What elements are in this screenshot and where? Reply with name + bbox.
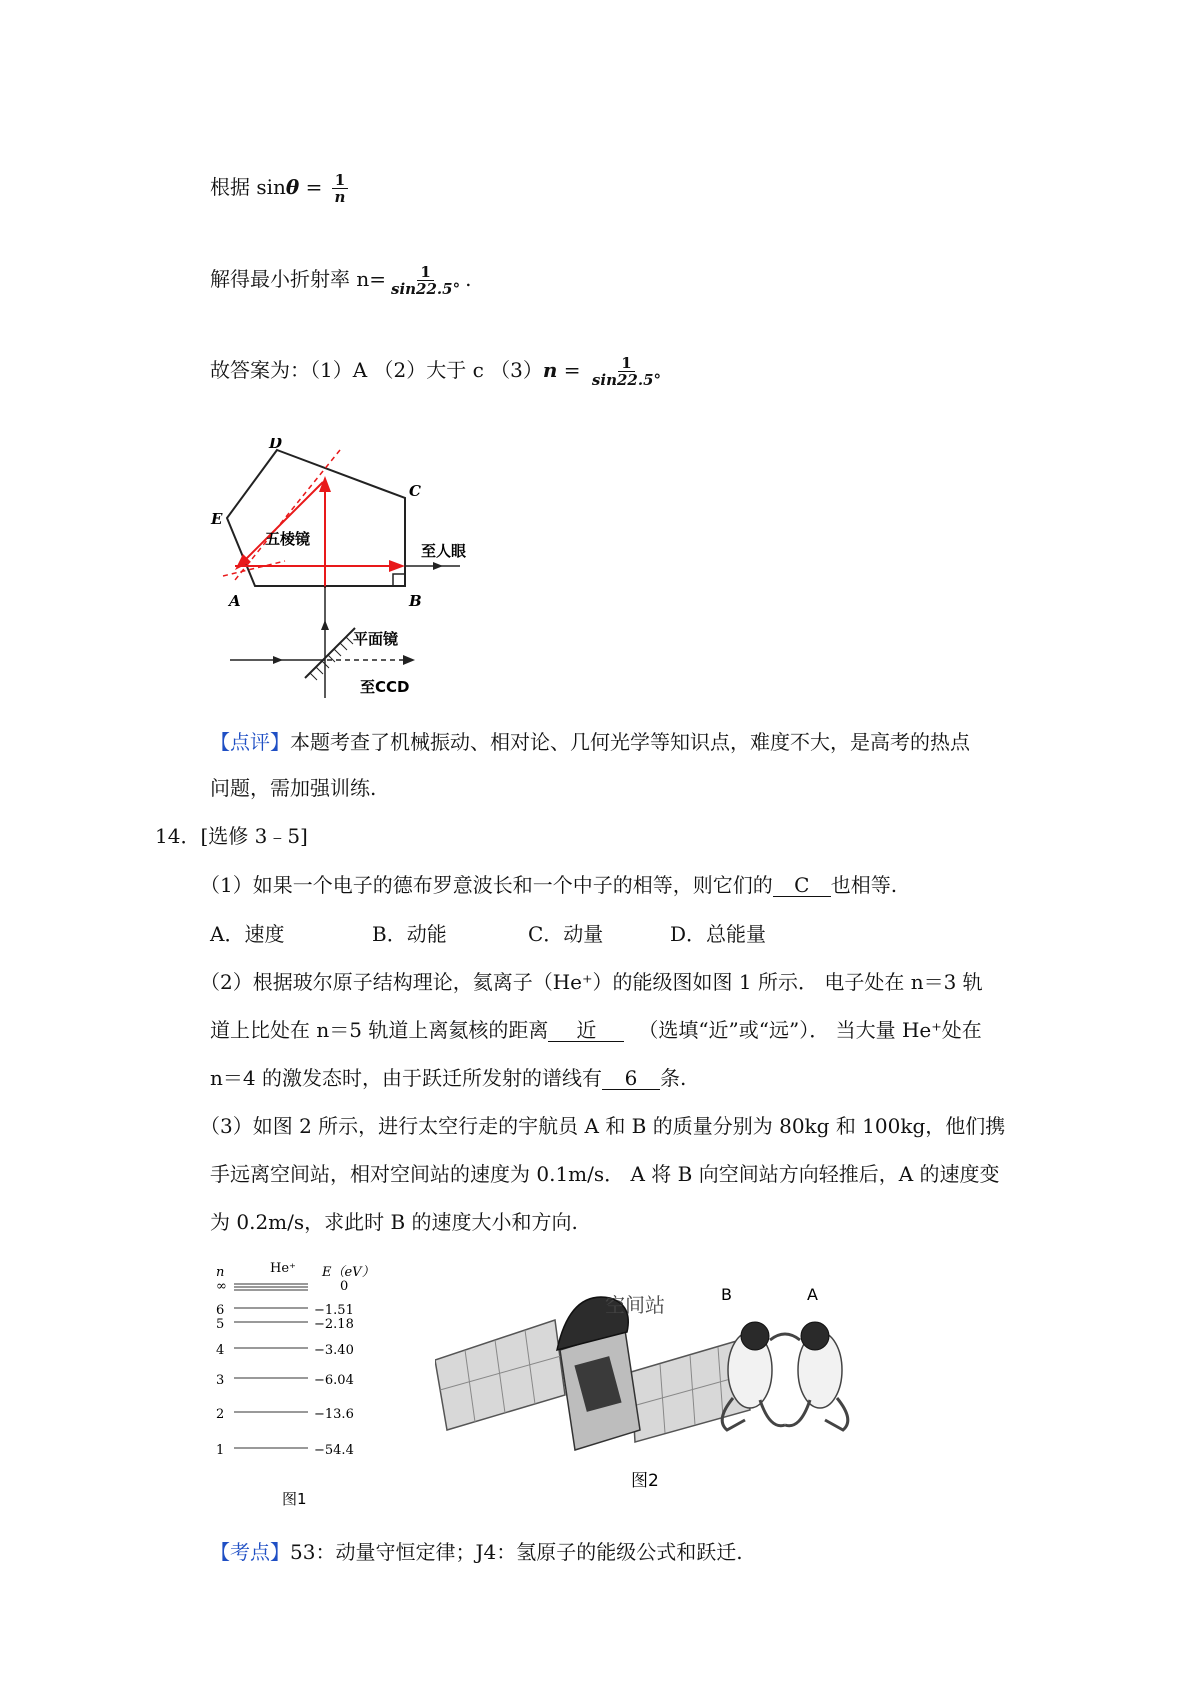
kaodian-tag: 考点 xyxy=(230,1540,270,1564)
level-n-label: 6 xyxy=(216,1303,225,1318)
astronaut-a-label: A xyxy=(807,1285,818,1304)
space-station-figure xyxy=(435,1280,930,1495)
option-d: D．总能量 xyxy=(670,922,767,946)
label-e: E xyxy=(211,510,223,528)
min-index-line: 解得最小折射率 n= $\frac{1}{\sin 22.5^\circ}$ . xyxy=(210,263,472,298)
exit-arrowhead xyxy=(433,562,443,570)
fig2-caption: 图2 xyxy=(631,1471,659,1491)
level-energy-label: −2.18 xyxy=(314,1317,354,1332)
q14-part3-line1: （3）如图 2 所示，进行太空行走的宇航员 A 和 B 的质量分别为 80kg 和 100kg，他们携 xyxy=(200,1114,1006,1138)
col-n-label: n xyxy=(216,1265,225,1280)
min-index-fraction: $\frac{1}{\sin 22.5^\circ}$ xyxy=(391,263,461,298)
level-energy-label: −54.4 xyxy=(314,1443,354,1458)
answer-blank-3: 6 xyxy=(602,1067,660,1090)
pentaprism-diagram xyxy=(205,438,495,713)
col-e-label: E（eV） xyxy=(322,1265,375,1280)
q14-part2-line1: （2）根据玻尔原子结构理论，氦离子（He⁺）的能级图如图 1 所示． 电子处在 n＝3 轨 xyxy=(200,970,983,994)
level-n-label: 5 xyxy=(216,1317,225,1332)
q14-part3-line2: 手远离空间站，相对空间站的速度为 0.1m/s． A 将 B 向空间站方向轻推后，A 的速度变 xyxy=(210,1162,1000,1186)
level-energy-label: −3.40 xyxy=(314,1343,354,1358)
col-ion-label: He⁺ xyxy=(270,1261,296,1276)
level-n-label: 1 xyxy=(216,1443,225,1458)
label-to-ccd: 至CCD xyxy=(360,678,410,696)
station-label: 空间站 xyxy=(605,1293,665,1317)
ccd-arrowhead xyxy=(403,655,415,665)
answer-fraction: $\frac{1}{\sin 22.5^\circ}$ xyxy=(591,354,662,389)
sin-fraction: $\frac{1}{n}$ xyxy=(332,172,348,205)
level-energy-label: 0 xyxy=(340,1279,349,1294)
incoming-horizontal-arrowhead xyxy=(273,656,283,664)
review-tag: 点评 xyxy=(230,730,270,754)
level-n-label: 3 xyxy=(216,1373,225,1388)
energy-levels xyxy=(216,1279,354,1458)
label-d: D xyxy=(269,438,283,452)
sin-formula-line: 根据 sinθ = $\frac{1}{n}$ xyxy=(210,172,351,205)
answer-blank-2: 近 xyxy=(548,1019,624,1042)
level-energy-label: −1.51 xyxy=(314,1303,354,1318)
answer-blank-1: C xyxy=(773,874,831,897)
review-line-1: 【点评】本题考查了机械振动、相对论、几何光学等知识点，难度不大，是高考的热点 xyxy=(210,730,970,754)
label-mirror: 平面镜 xyxy=(353,630,399,648)
normal-dashed-line-2 xyxy=(223,561,285,576)
energy-level-diagram xyxy=(210,1258,410,1510)
label-b: B xyxy=(409,592,422,610)
kaodian-line: 【考点】53：动量守恒定律；J4：氢原子的能级公式和跃迁. xyxy=(210,1540,743,1564)
option-a: A．速度 xyxy=(210,922,285,946)
plane-mirror xyxy=(305,628,355,678)
right-angle-marker xyxy=(393,574,405,586)
option-c: C．动量 xyxy=(528,922,604,946)
level-n-label: ∞ xyxy=(216,1279,227,1294)
q14-part1: （1）如果一个电子的德布罗意波长和一个中子的相等，则它们的 C 也相等. xyxy=(200,873,898,897)
q14-heading: 14．[选修 3﹣5] xyxy=(155,824,308,848)
level-n-label: 4 xyxy=(216,1343,225,1358)
review-line-2: 问题，需加强训练. xyxy=(210,776,377,800)
level-energy-label: −13.6 xyxy=(314,1407,354,1422)
joined-hands xyxy=(770,1334,800,1340)
ray-arrowhead-right xyxy=(389,560,405,572)
answer-line: 故答案为：（1）A （2）大于 c （3）n = $\frac{1}{\sin 22.5^\circ}$ xyxy=(210,354,662,389)
level-energy-label: −6.04 xyxy=(314,1373,354,1388)
level-n-label: 2 xyxy=(216,1407,225,1422)
astronaut-a xyxy=(785,1322,848,1430)
q14-part2-line2: 道上比处在 n＝5 轨道上离氦核的距离 近 （选填“近”或“远”）． 当大量 He⁺处在 xyxy=(210,1018,982,1042)
label-to-eye: 至人眼 xyxy=(421,542,467,560)
q14-part3-line3: 为 0.2m/s，求此时 B 的速度大小和方向. xyxy=(210,1210,578,1234)
label-prism: 五棱镜 xyxy=(265,530,311,548)
astronaut-b-label: B xyxy=(721,1285,732,1304)
incoming-arrowhead xyxy=(321,620,329,630)
label-c: C xyxy=(409,482,421,500)
option-b: B．动能 xyxy=(372,922,447,946)
mirror-hatching xyxy=(310,637,353,680)
q14-part2-line3: n＝4 的激发态时，由于跃迁所发射的谱线有 6 条. xyxy=(210,1066,687,1090)
label-a: A xyxy=(229,592,241,610)
fig1-caption: 图1 xyxy=(282,1490,307,1508)
ray-diagonal xyxy=(245,482,323,560)
